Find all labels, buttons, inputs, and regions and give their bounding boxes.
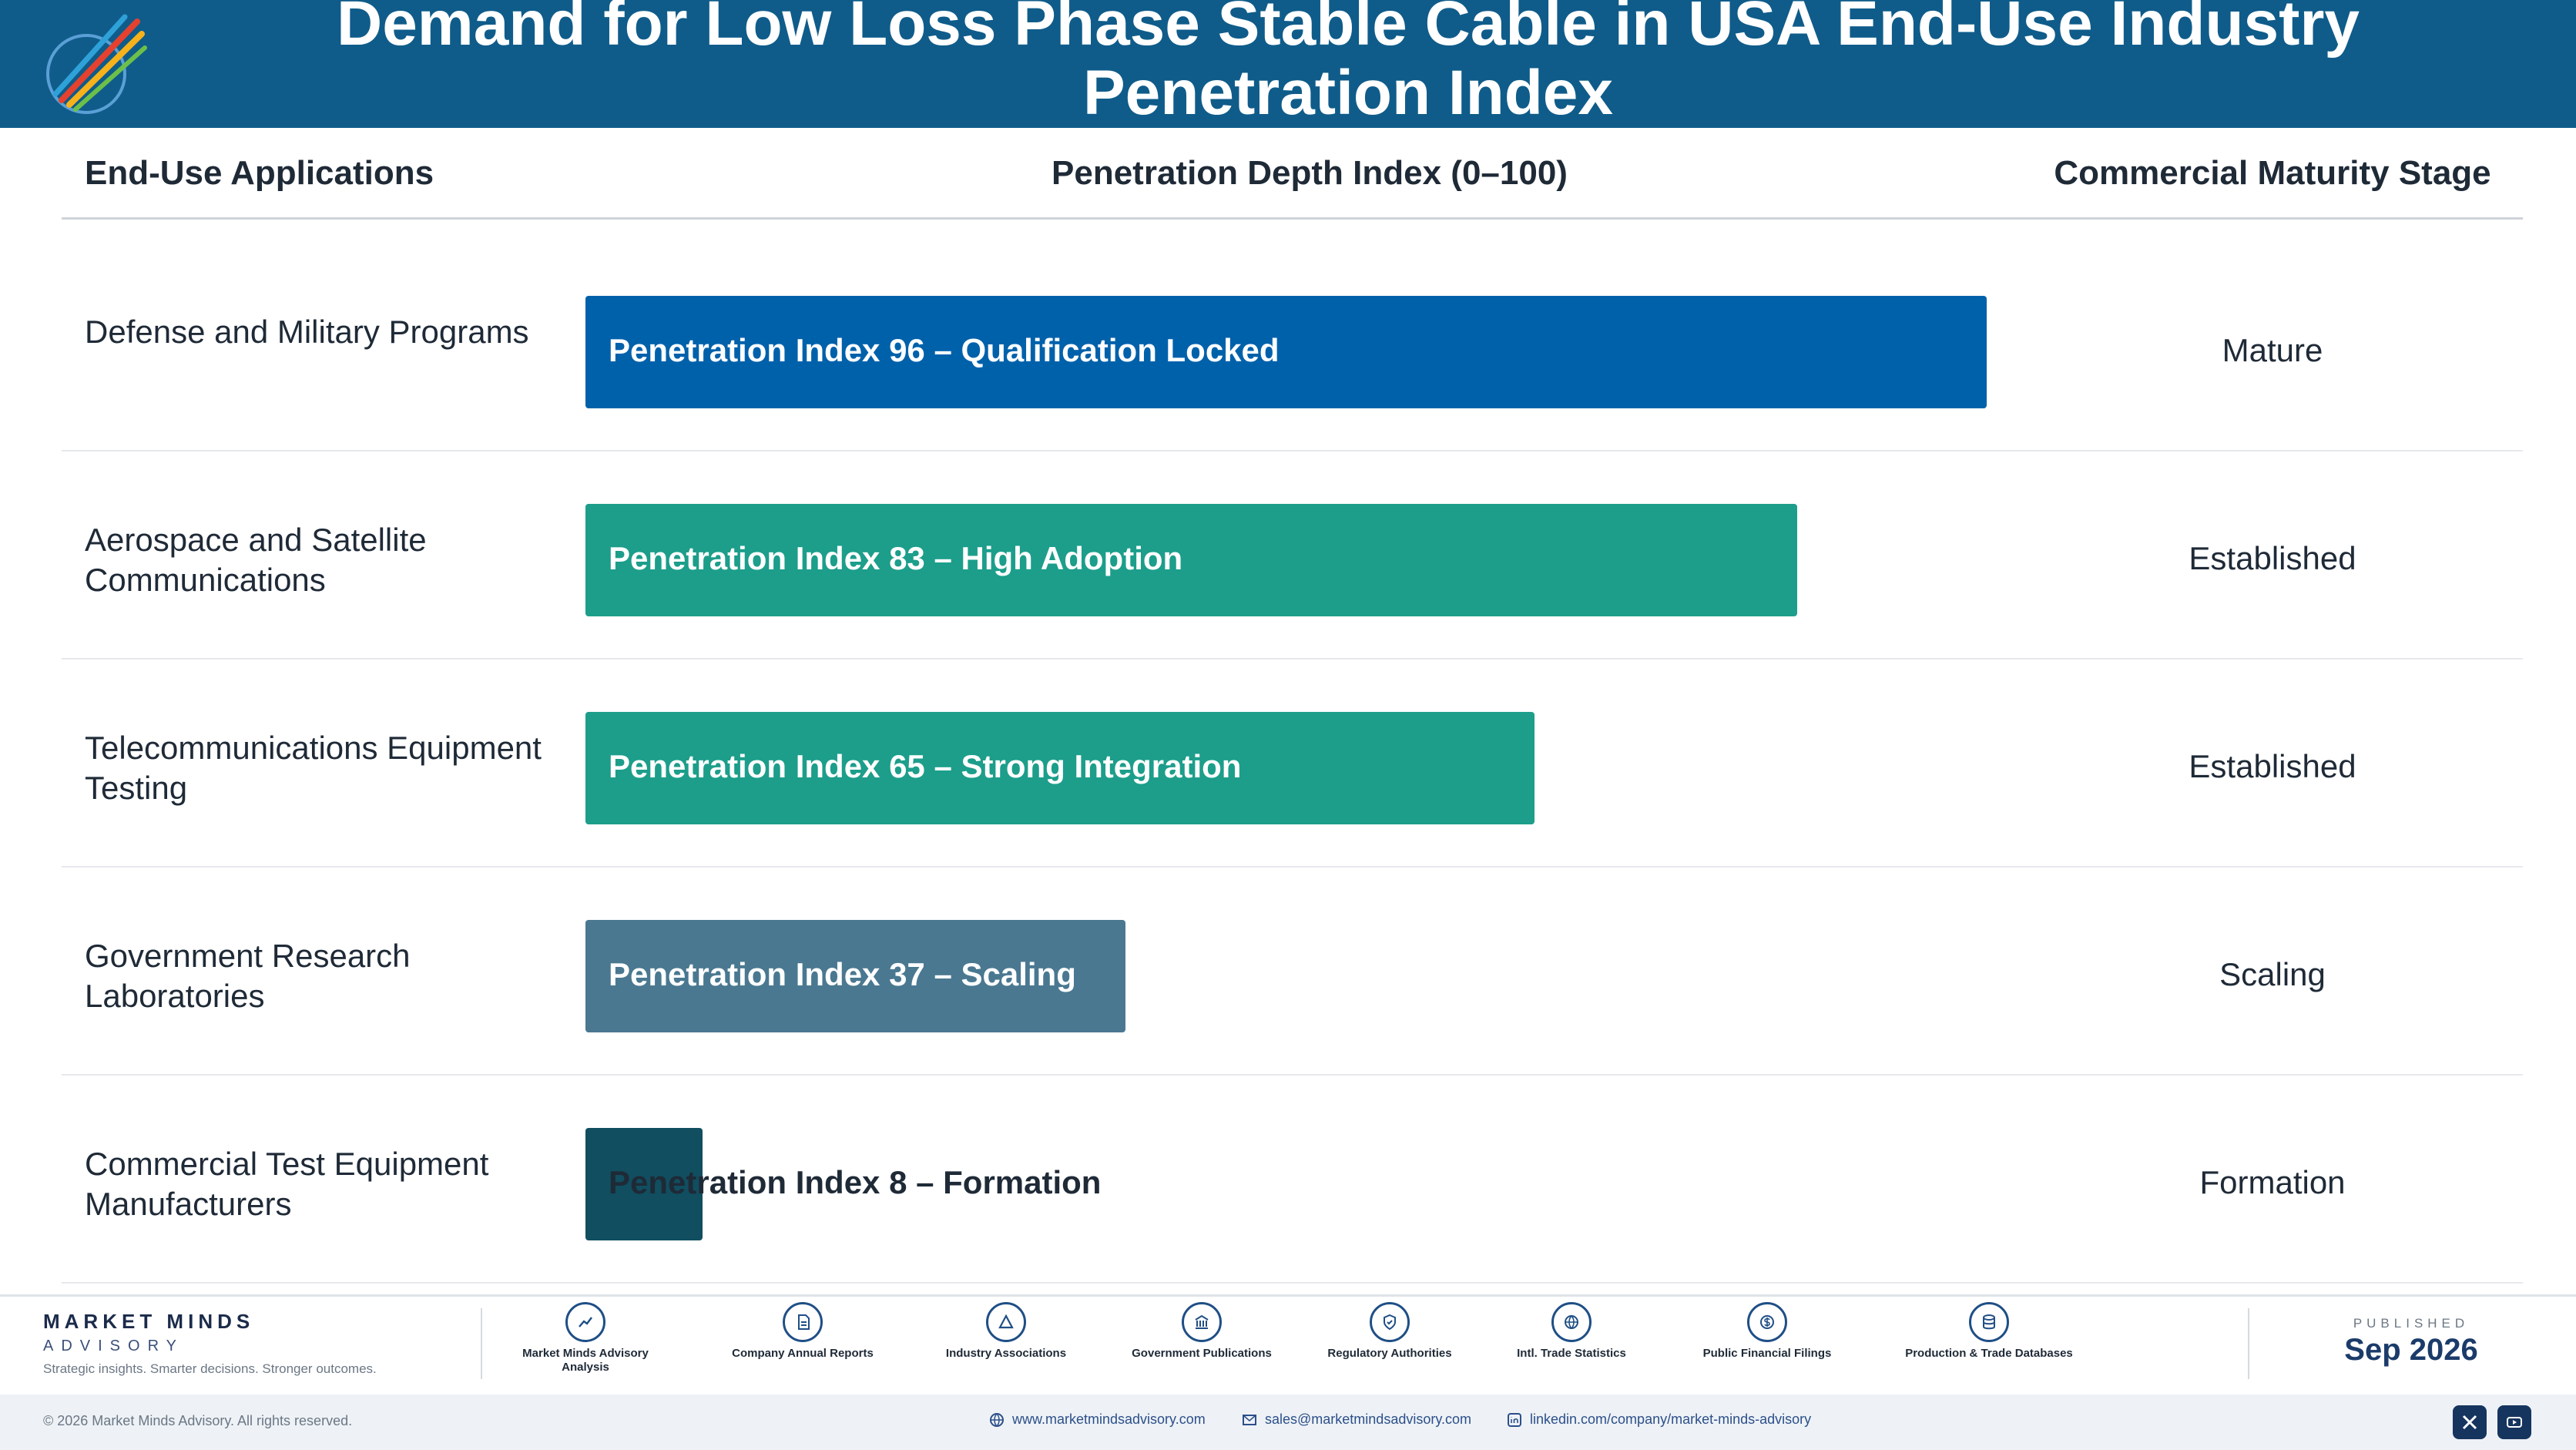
brand-logo-icon xyxy=(39,8,154,123)
maturity-stage: Established xyxy=(2189,540,2356,576)
row-divider xyxy=(62,450,2523,451)
source-item xyxy=(1487,1302,1656,1361)
column-header-index: Penetration Depth Index (0–100) xyxy=(1052,154,1568,192)
application-label: Commercial Test Equipment Manufacturers xyxy=(85,1146,489,1222)
youtube-icon xyxy=(2505,1413,2524,1432)
source-label: Production & Trade Databases xyxy=(1905,1347,2073,1360)
row-divider xyxy=(62,866,2523,868)
header-divider xyxy=(62,217,2523,220)
x-social-button[interactable] xyxy=(2453,1405,2487,1439)
application-label: Aerospace and Satellite Communications xyxy=(85,522,427,598)
source-item xyxy=(718,1302,887,1361)
bar-value-label: Penetration Index 83 – High Adoption xyxy=(609,540,1183,576)
source-label: Industry Associations xyxy=(945,1347,1067,1360)
row-divider xyxy=(62,1074,2523,1076)
column-header-applications: End-Use Applications xyxy=(85,154,434,192)
source-item xyxy=(1305,1302,1474,1361)
bar-value-label: Penetration Index 37 – Scaling xyxy=(609,956,1076,992)
source-item xyxy=(1117,1302,1286,1361)
source-item xyxy=(501,1302,670,1374)
bar-value-label: Penetration Index 8 – Formation xyxy=(609,1164,1102,1200)
globe-icon xyxy=(989,1412,1005,1428)
linkedin-text: linkedin.com/company/market-minds-advisory xyxy=(1530,1411,1812,1427)
email-link[interactable] xyxy=(1242,1411,1471,1428)
youtube-social-button[interactable] xyxy=(2497,1405,2531,1439)
source-label: Regulatory Authorities xyxy=(1327,1347,1452,1360)
maturity-stage: Established xyxy=(2189,748,2356,784)
website-link[interactable] xyxy=(989,1411,1206,1428)
shield-icon xyxy=(1370,1302,1410,1342)
source-label: Market Minds Advisory Analysis xyxy=(522,1347,649,1374)
trend-icon xyxy=(565,1302,605,1342)
email-text: sales@marketmindsadvisory.com xyxy=(1265,1411,1472,1427)
mail-icon xyxy=(1242,1412,1257,1428)
linkedin-link[interactable] xyxy=(1507,1411,1811,1428)
source-label: Company Annual Reports xyxy=(732,1347,874,1360)
linkedin-icon xyxy=(1507,1412,1522,1428)
brand-tagline: Strategic insights. Smarter decisions. Stronger outcomes. xyxy=(43,1361,377,1376)
source-label: Public Financial Filings xyxy=(1702,1347,1832,1360)
maturity-stage: Formation xyxy=(2199,1164,2346,1200)
bar-value-label: Penetration Index 96 – Qualification Locked xyxy=(609,332,1280,368)
bar-value-label: Penetration Index 65 – Strong Integration xyxy=(609,748,1242,784)
maturity-stage: Mature xyxy=(2222,332,2323,368)
source-item xyxy=(1904,1302,2074,1361)
database-icon xyxy=(1969,1302,2009,1342)
maturity-stage: Scaling xyxy=(2219,956,2326,992)
footer-divider xyxy=(481,1308,482,1379)
brand-name: MARKET MINDS xyxy=(43,1310,255,1333)
header-banner xyxy=(0,0,2576,128)
chart-title: Demand for Low Loss Phase Stable Cable in USA End-Use Industry Penetration Index xyxy=(336,0,2360,128)
published-label: PUBLISHED xyxy=(2353,1316,2470,1331)
row-divider xyxy=(62,658,2523,660)
document-icon xyxy=(783,1302,823,1342)
published-date: Sep 2026 xyxy=(2344,1333,2478,1367)
footer-sources-bar xyxy=(0,1294,2576,1397)
source-item xyxy=(1682,1302,1852,1361)
dollar-icon xyxy=(1747,1302,1787,1342)
network-icon xyxy=(986,1302,1026,1342)
application-label: Telecommunications Equipment Testing xyxy=(85,730,542,806)
application-label: Government Research Laboratories xyxy=(85,938,411,1014)
penetration-chart xyxy=(0,231,2576,1294)
building-icon xyxy=(1182,1302,1222,1342)
copyright-text: © 2026 Market Minds Advisory. All rights reserved. xyxy=(43,1413,353,1428)
globe-icon xyxy=(1551,1302,1592,1342)
source-label: Intl. Trade Statistics xyxy=(1517,1347,1626,1360)
application-label: Defense and Military Programs xyxy=(85,314,529,350)
source-label: Government Publications xyxy=(1132,1347,1272,1360)
row-divider xyxy=(62,1282,2523,1284)
column-header-stage: Commercial Maturity Stage xyxy=(2054,154,2491,192)
brand-subtitle: ADVISORY xyxy=(43,1338,184,1354)
website-text: www.marketmindsadvisory.com xyxy=(1012,1411,1206,1427)
x-icon xyxy=(2460,1413,2479,1432)
source-item xyxy=(921,1302,1091,1361)
footer-divider xyxy=(2248,1308,2249,1379)
